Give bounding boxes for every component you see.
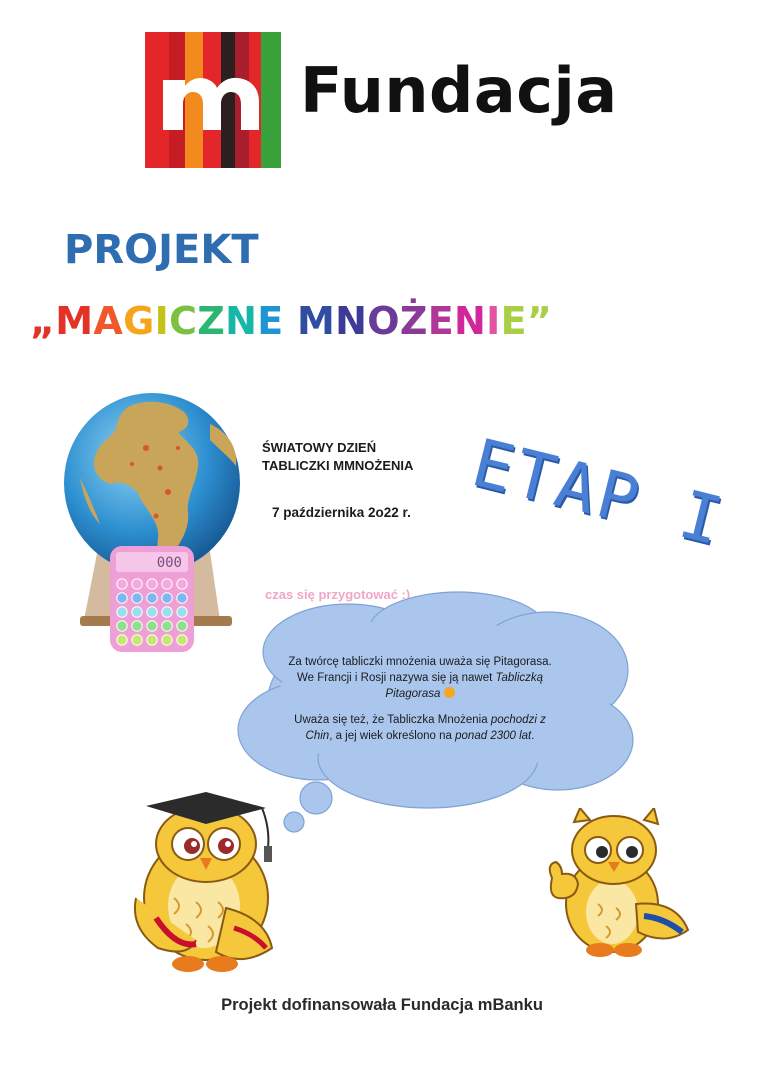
calculator-key (162, 593, 172, 603)
calculator-key (132, 593, 142, 603)
prep-text: czas się przygotować :) (265, 587, 411, 602)
cloud-p1-italic: Tabliczką Pitagorasa (385, 672, 544, 700)
info-line-2: TABLICZKI MMNOŻENIA (262, 458, 414, 473)
calculator-key (132, 579, 142, 589)
event-date: 7 października 2o22 r. (272, 505, 411, 520)
title-letter: G (123, 299, 155, 343)
calculator-key (162, 635, 172, 645)
calculator-key (147, 621, 157, 631)
project-subtitle (30, 299, 553, 343)
calculator-key (162, 607, 172, 617)
title-letter: M (55, 299, 94, 343)
cloud-p2-italic-1: pochodzi z Chin (305, 714, 546, 742)
calculator-key (117, 607, 127, 617)
cloud-p2-text-b: , a jej wiek określono na (329, 730, 456, 742)
calculator-key (162, 621, 172, 631)
calculator-key (147, 593, 157, 603)
cloud-p1-text: Za twórcę tabliczki mnożenia uważa się Pitagorasa. We Francji i Rosji nazywa się ją nawet (288, 656, 552, 684)
cloud-p2-text-c: . (531, 730, 535, 742)
calculator-key (132, 635, 142, 645)
title-letter: E (257, 299, 284, 343)
calculator-key (147, 579, 157, 589)
info-line-1: ŚWIATOWY DZIEŃ (262, 440, 377, 455)
calculator-key (177, 579, 187, 589)
calculator-icon (110, 546, 194, 652)
calculator-key (117, 621, 127, 631)
cloud-text (280, 654, 560, 754)
calculator-key (147, 607, 157, 617)
title-letter: A (93, 299, 124, 343)
close-quote: ” (526, 299, 553, 343)
calculator-key (177, 635, 187, 645)
title-letter: E (427, 299, 455, 343)
smiley-icon (444, 687, 455, 698)
cloud-paragraph-2 (280, 712, 560, 744)
brand-name: Fundacja (300, 54, 618, 127)
stage-label: ETAP I (464, 424, 733, 561)
title-letter: Ż (399, 299, 428, 343)
calculator-key (177, 621, 187, 631)
title-letter: O (367, 299, 400, 343)
rainbow-title (55, 299, 527, 343)
calculator-key (147, 635, 157, 645)
title-letter: E (500, 299, 527, 343)
owl-graduate-icon (126, 778, 286, 974)
title-letter (284, 299, 298, 343)
calculator-key (162, 579, 172, 589)
open-quote: „ (30, 299, 56, 343)
calculator-display: 000 (156, 555, 182, 571)
title-letter: I (154, 299, 170, 343)
calculator-key (117, 579, 127, 589)
title-letter: N (335, 299, 368, 343)
cloud-paragraph-1 (280, 654, 560, 702)
cloud-p2-text-a: Uważa się też, że Tabliczka Mnożenia (294, 714, 491, 726)
title-letter: N (225, 299, 258, 343)
owl-thumbs-up-icon (540, 808, 690, 958)
title-letter: N (454, 299, 487, 343)
title-letter: I (486, 299, 501, 343)
calculator-key (117, 593, 127, 603)
globe-icon (60, 388, 250, 656)
title-letter: C (169, 299, 198, 343)
calculator-key (177, 593, 187, 603)
title-letter: Z (197, 299, 226, 343)
mbank-logo-icon (145, 32, 281, 168)
calculator-key (177, 607, 187, 617)
calculator-key (132, 621, 142, 631)
title-letter: M (297, 299, 336, 343)
cloud-p2-italic-2: ponad 2300 lat (455, 730, 532, 742)
calculator-key (117, 635, 127, 645)
calculator-key (132, 607, 142, 617)
footer-text: Projekt dofinansowała Fundacja mBanku (221, 996, 543, 1014)
project-title: PROJEKT (64, 227, 259, 273)
